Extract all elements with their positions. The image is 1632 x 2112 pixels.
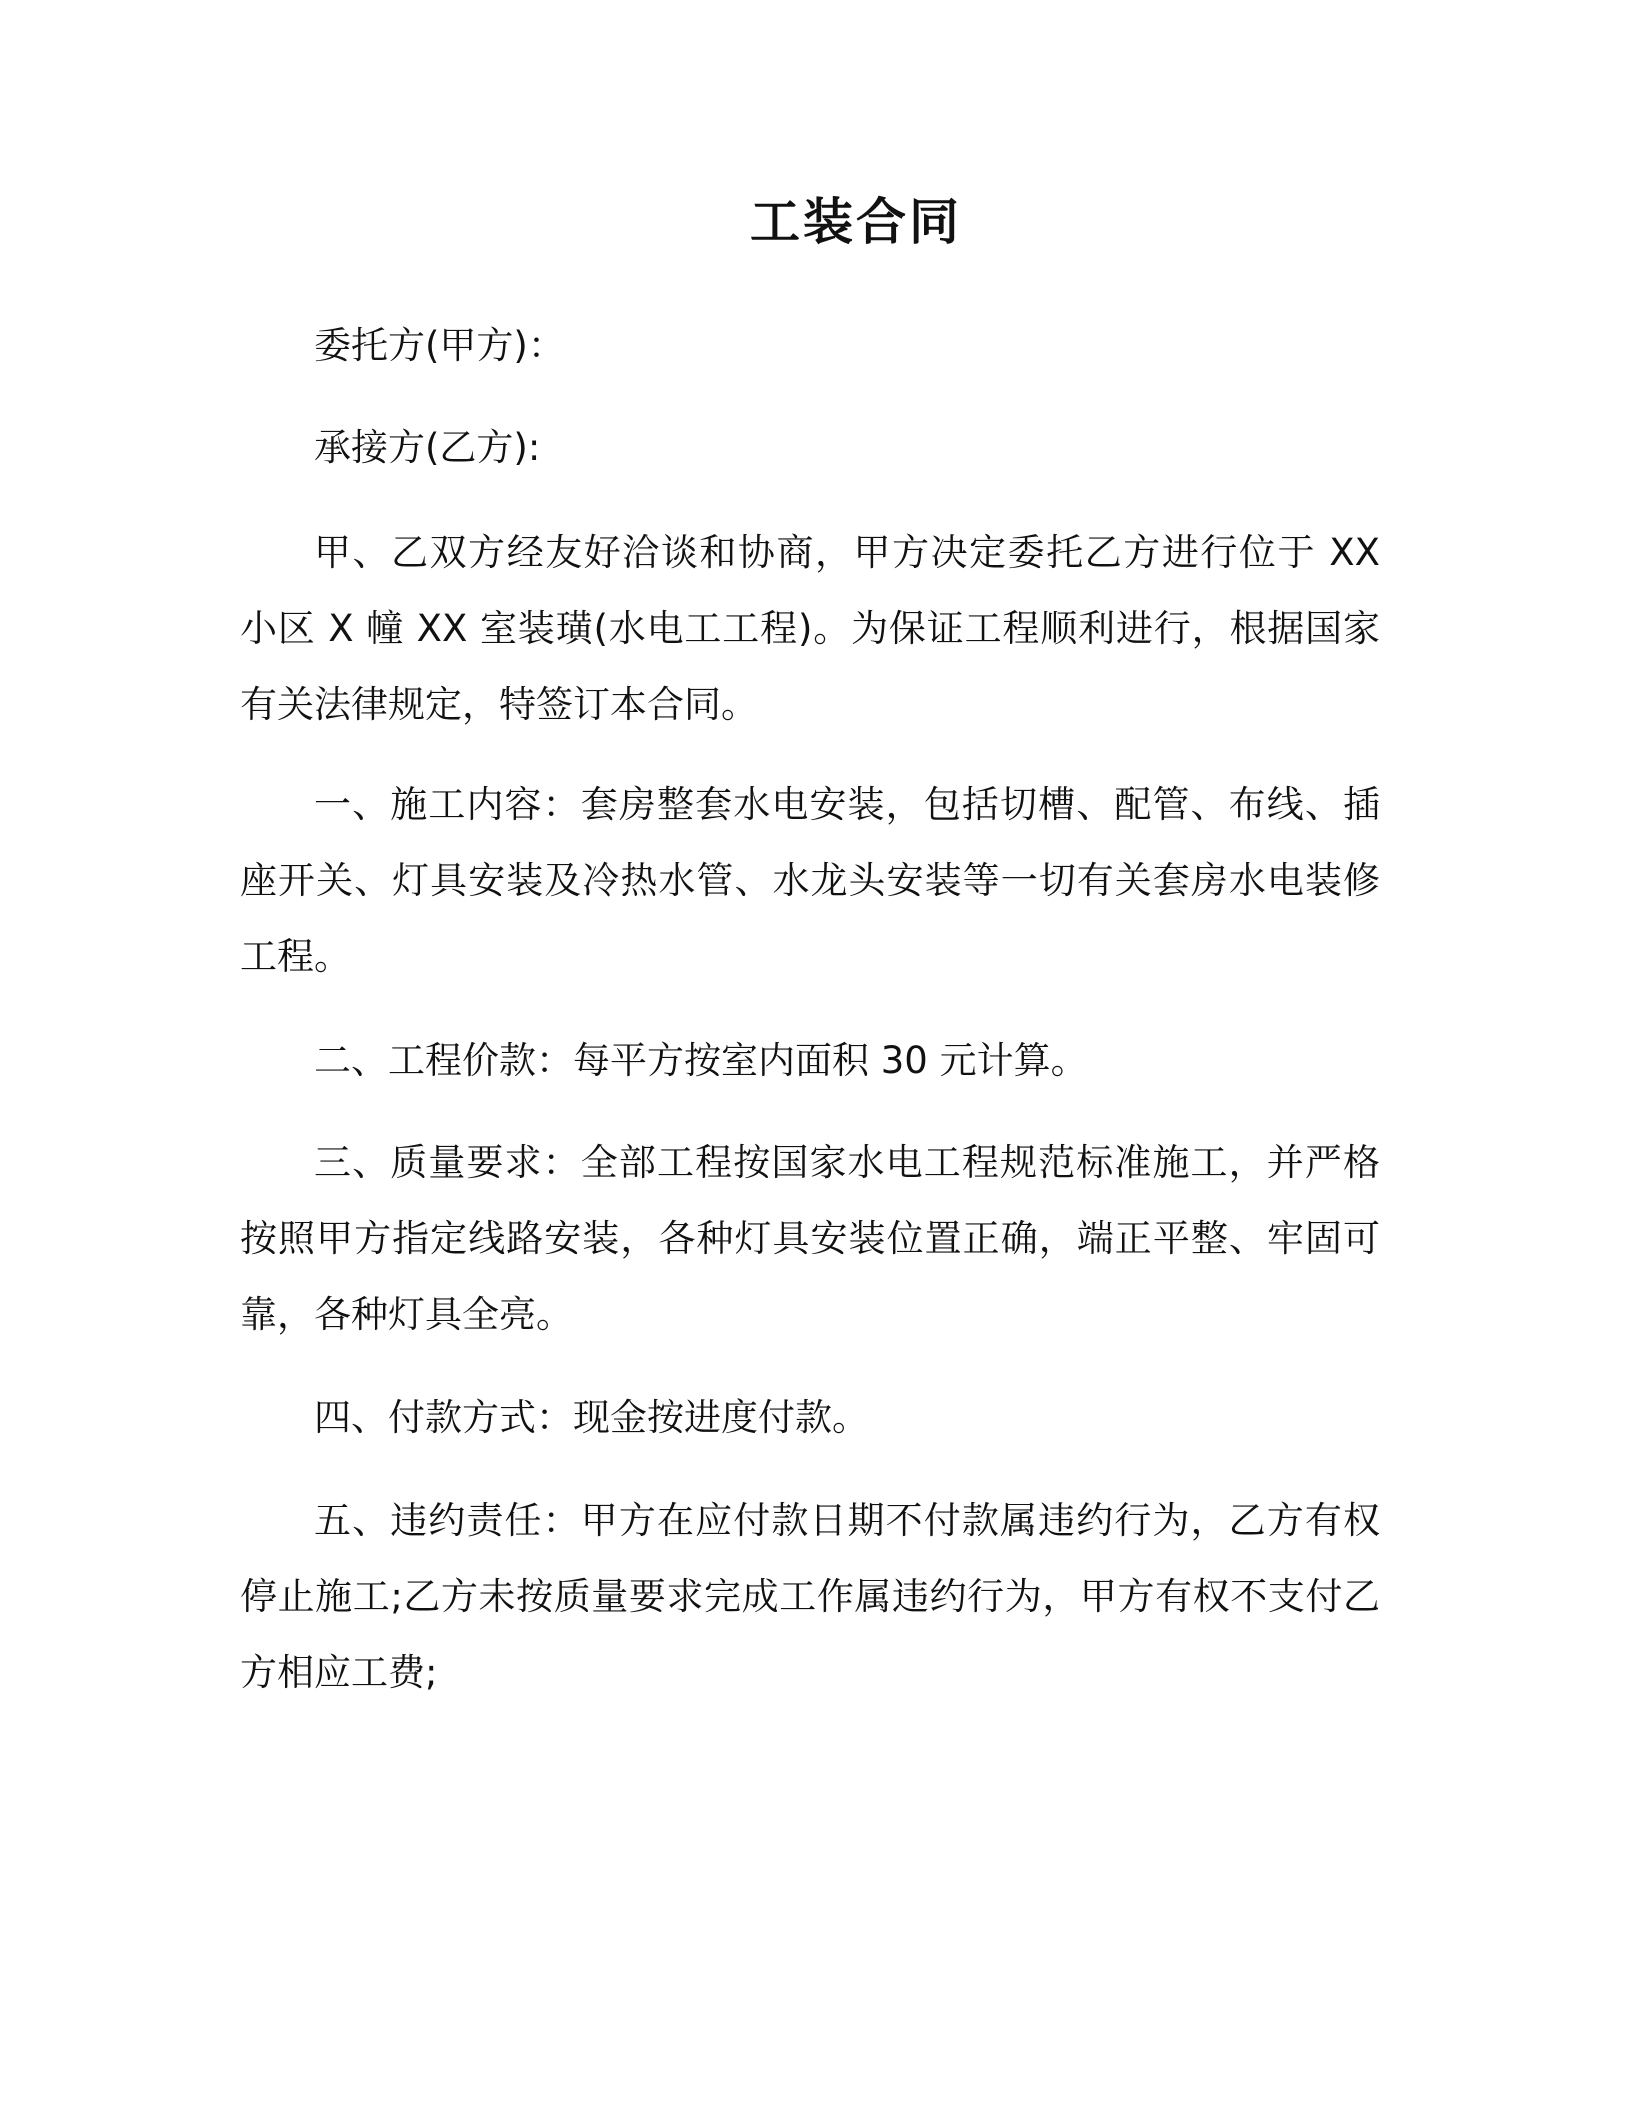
clause-liability: 五、违约责任：甲方在应付款日期不付款属违约行为，乙方有权停止施工;乙方未按质量要求完成工作属违约行为，甲方有权不支付乙方相应工费;	[240, 1499, 1380, 1694]
party-a-label: 委托方(甲方)：	[314, 324, 565, 367]
clause-price: 二、工程价款：每平方按室内面积 30 元计算。	[314, 1039, 1088, 1082]
clause-payment: 四、付款方式：现金按进度付款。	[314, 1396, 869, 1439]
intro-paragraph: 甲、乙双方经友好洽谈和协商，甲方决定委托乙方进行位于 XX 小区 X 幢 XX 室装璜(水电工工程)。为保证工程顺利进行，根据国家有关法律规定，特签订本合同。	[240, 531, 1380, 726]
document-title: 工装合同	[750, 193, 962, 251]
party-b-label: 承接方(乙方):	[314, 426, 541, 469]
clause-quality: 三、质量要求：全部工程按国家水电工程规范标准施工，并严格按照甲方指定线路安装，各种灯具安装位置正确，端正平整、牢固可靠，各种灯具全亮。	[240, 1141, 1380, 1336]
clause-construction-content: 一、施工内容：套房整套水电安装，包括切槽、配管、布线、插座开关、灯具安装及冷热水管、水龙头安装等一切有关套房水电装修工程。	[240, 783, 1380, 978]
